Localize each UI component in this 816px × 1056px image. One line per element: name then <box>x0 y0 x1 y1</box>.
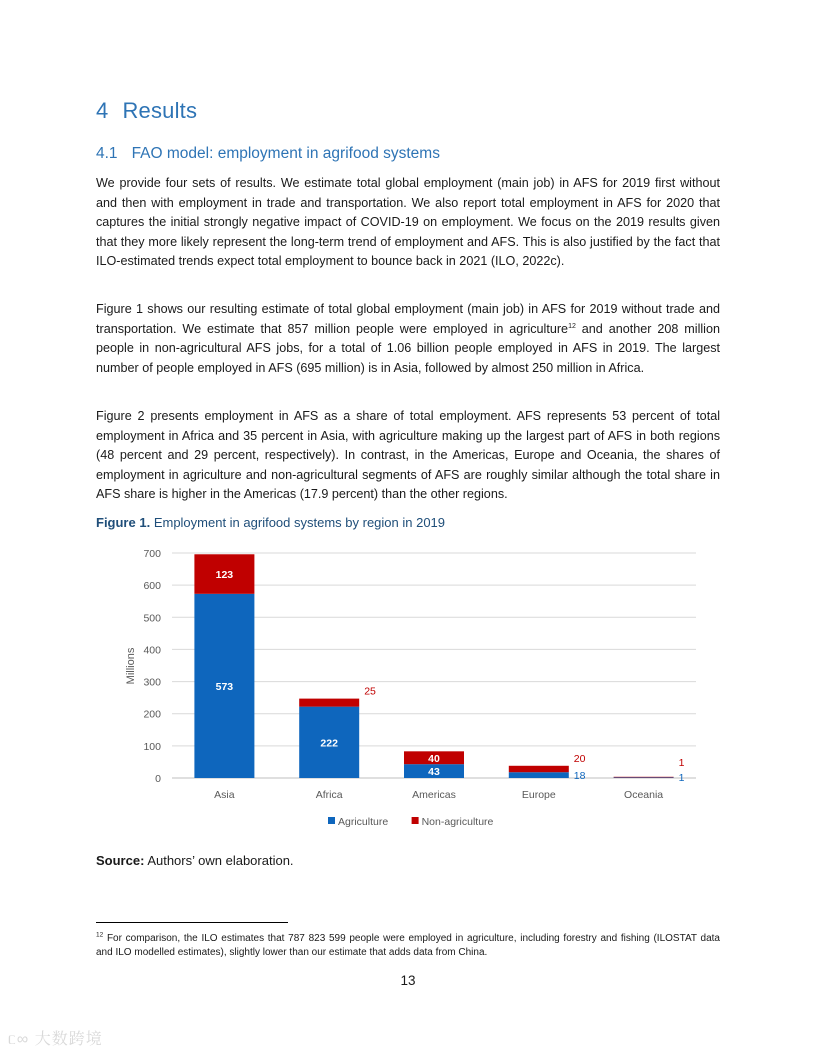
watermark-icon: ᥴ∞ <box>8 1031 30 1048</box>
figure-title: Employment in agrifood systems by region in 2019 <box>153 515 446 530</box>
footnote <box>96 932 720 959</box>
source-label: Source: <box>96 853 145 868</box>
figure-caption <box>96 515 445 530</box>
data-label: 222 <box>320 737 338 750</box>
y-tick-label: 700 <box>143 548 161 560</box>
data-label: 18 <box>573 770 586 783</box>
legend-label: Non-agriculture <box>421 816 494 828</box>
footnote-text: For comparison, the ILO estimates that 787 823 599 people were employed in agriculture, including forestry and fishing (ILOSTAT data and ILO modelled estimates), slightly lower than our estimate that adds data from China. <box>96 933 720 958</box>
paragraph-3: Figure 2 presents employment in AFS as a share of total employment. AFS represents 53 percent of total employment in Africa and 35 percent in Asia, with agriculture making up the largest part of AFS in both regions (48 percent and 29 percent, respectively). In contrast, in the Americas, Europe and Oceania, the shares of employment in agriculture and non-agricultural segments of AFS are roughly similar although the total share in AFS share is higher in the Americas (17.9 percent) than the other regions. <box>96 409 720 501</box>
footnote-number: 12 <box>96 931 104 939</box>
y-axis-label: Millions <box>125 647 137 685</box>
page-number: 13 <box>400 973 416 988</box>
section-number: 4 <box>96 98 109 123</box>
chart-legend <box>328 816 494 828</box>
footnote-ref[interactable]: 12 <box>568 322 576 330</box>
legend-label: Agriculture <box>338 816 389 828</box>
chart-bars <box>194 554 684 784</box>
data-label: 20 <box>573 752 586 765</box>
x-tick-label: Oceania <box>624 789 664 801</box>
bar-europe <box>509 753 586 782</box>
legend-swatch <box>328 817 335 824</box>
bar-asia <box>194 554 254 778</box>
y-tick-label: 500 <box>143 612 161 625</box>
bar-segment-agriculture <box>614 777 674 778</box>
bar-africa <box>299 686 376 778</box>
y-tick-label: 300 <box>143 676 161 689</box>
stacked-bar-chart <box>110 540 710 840</box>
bar-segment-non-agriculture <box>614 777 674 778</box>
data-label: 573 <box>215 680 234 693</box>
x-tick-label: Americas <box>412 789 456 801</box>
bar-segment-non-agriculture <box>299 699 359 707</box>
paragraph-2 <box>96 300 720 378</box>
x-tick-label: Europe <box>521 789 556 801</box>
x-tick-label: Africa <box>315 789 343 801</box>
subsection-heading <box>96 145 440 163</box>
data-label: 25 <box>364 685 376 698</box>
y-tick-label: 100 <box>143 740 161 753</box>
figure-source <box>96 853 294 868</box>
paragraph-1: We provide four sets of results. We estimate total global employment (main job) in AFS for 2019 first without and then with employment in trade and transportation. We also report total employment in AFS for 2020 that captures the initial strongly negative impact of COVID-19 on employment. We focus on the 2019 results given that they more likely represent the long-term trend of employment and AFS. This is also justified by the fact that ILO-estimated trends expect total employment to bounce back in 2021 (ILO, 2022c). <box>96 176 720 268</box>
footnote-divider <box>96 922 288 923</box>
y-tick-label: 200 <box>143 708 161 721</box>
y-axis-ticks <box>143 548 161 785</box>
legend-swatch <box>412 817 419 824</box>
subsection-number: 4.1 <box>96 145 118 162</box>
section-title: Results <box>122 98 198 123</box>
x-tick-label: Asia <box>214 789 235 801</box>
bar-segment-non-agriculture <box>509 766 569 772</box>
bar-oceania <box>614 757 685 784</box>
paragraph-2-text: Figure 1 shows our resulting estimate of total global employment (main job) in AFS for 2019 without trade and transportation. We estimate that 857 million people were employed in agriculture <box>96 302 720 336</box>
subsection-title: FAO model: employment in agrifood systems <box>131 145 440 162</box>
figure-label: Figure 1. <box>96 515 151 530</box>
watermark-logo <box>8 1026 103 1049</box>
source-text: Authors’ own elaboration. <box>147 853 294 868</box>
bar-segment-agriculture <box>509 772 569 778</box>
data-label: 40 <box>428 752 440 765</box>
data-label: 1 <box>678 772 685 784</box>
data-label: 123 <box>215 569 234 582</box>
x-axis-labels <box>214 789 663 801</box>
y-tick-label: 0 <box>155 773 161 785</box>
data-label: 43 <box>428 766 440 779</box>
bar-americas <box>404 751 464 778</box>
y-tick-label: 400 <box>143 644 161 657</box>
y-tick-label: 600 <box>143 580 161 593</box>
data-label: 1 <box>678 757 685 769</box>
watermark-text: 大数跨境 <box>34 1031 103 1048</box>
section-heading <box>96 98 197 124</box>
paragraph-2-text-cont: and another 208 million people in non-agricultural AFS jobs, for a total of 1.06 billion people employed in AFS in 2019. The largest number of people employed in AFS (695 million) is in Asia, followed by almost 250 million in Africa. <box>96 321 720 375</box>
